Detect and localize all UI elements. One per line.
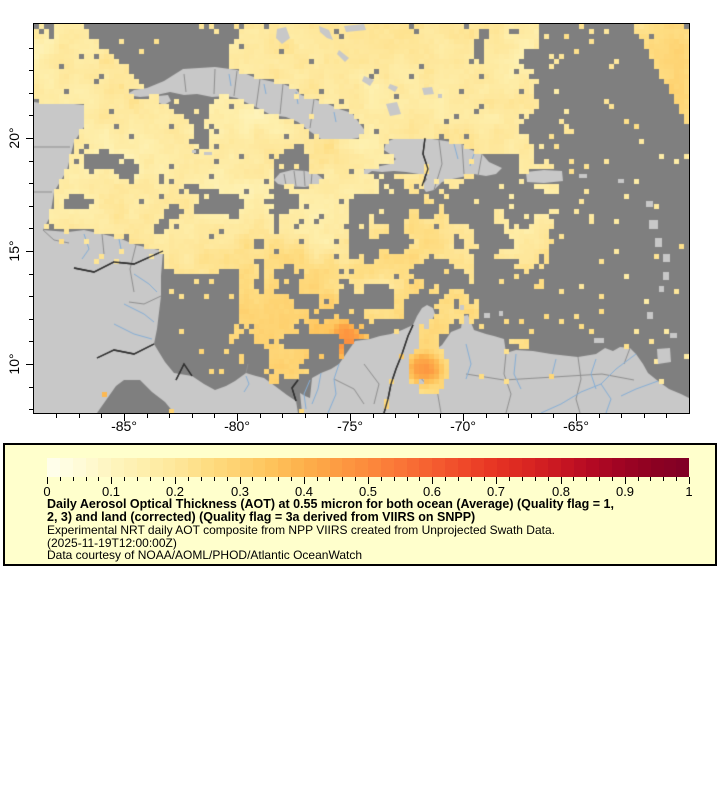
colorbar-segment <box>111 458 124 477</box>
x-axis-minor-tick <box>282 414 283 418</box>
y-axis-tick-label: 20° <box>6 127 22 149</box>
x-axis-minor-tick <box>169 414 170 418</box>
colorbar-segment <box>278 458 291 477</box>
y-axis-minor-tick <box>29 206 33 207</box>
caption-title-line2: 2, 3) and land (corrected) (Quality flag = 3a derived from VIIRS on SNPP) <box>47 510 476 524</box>
y-axis-minor-tick <box>29 387 33 388</box>
x-axis-minor-tick <box>599 414 600 418</box>
caption-timestamp: (2025-11-19T12:00:00Z) <box>47 535 177 550</box>
colorbar-minor-tick <box>676 477 677 481</box>
colorbar-tick <box>175 477 176 484</box>
x-axis-minor-tick <box>395 414 396 418</box>
y-axis-minor-tick <box>29 70 33 71</box>
colorbar-tick <box>432 477 433 484</box>
colorbar-minor-tick <box>535 477 536 481</box>
x-axis-tick-label: -80° <box>224 418 250 434</box>
x-axis-tick-label: -70° <box>450 418 476 434</box>
colorbar-segment <box>407 458 420 477</box>
colorbar-minor-tick <box>638 477 639 481</box>
colorbar-minor-tick <box>509 477 510 481</box>
y-axis-minor-tick <box>29 115 33 116</box>
caption-courtesy: Data courtesy of NOAA/AOML/PHOD/Atlantic OceanWatch <box>47 548 362 562</box>
colorbar-minor-tick <box>201 477 202 481</box>
y-axis-tick <box>26 251 33 252</box>
colorbar-tick-label: 0.4 <box>294 484 314 499</box>
legend-caption <box>47 498 692 562</box>
colorbar-segment <box>265 458 278 477</box>
colorbar-minor-tick <box>484 477 485 481</box>
colorbar-segment <box>638 458 651 477</box>
colorbar-segment <box>175 458 188 477</box>
x-axis-minor-tick <box>440 414 441 418</box>
colorbar-minor-tick <box>445 477 446 481</box>
x-axis-tick-label: -65° <box>563 418 589 434</box>
y-axis-minor-tick <box>29 409 33 410</box>
colorbar-segment <box>561 458 574 477</box>
colorbar-segment <box>509 458 522 477</box>
colorbar-segment <box>73 458 86 477</box>
colorbar-minor-tick <box>522 477 523 481</box>
x-axis-minor-tick <box>147 414 148 418</box>
x-axis-minor-tick <box>508 414 509 418</box>
colorbar-segment <box>355 458 368 477</box>
colorbar-minor-tick <box>291 477 292 481</box>
x-axis-minor-tick <box>260 414 261 418</box>
colorbar-segment <box>574 458 587 477</box>
colorbar-tick <box>368 477 369 484</box>
y-axis-minor-tick <box>29 341 33 342</box>
y-axis-minor-tick <box>29 274 33 275</box>
colorbar-segment <box>445 458 458 477</box>
colorbar-segment <box>163 458 176 477</box>
colorbar-minor-tick <box>471 477 472 481</box>
y-axis-tick <box>26 364 33 365</box>
colorbar-minor-tick <box>381 477 382 481</box>
x-axis-minor-tick <box>192 414 193 418</box>
colorbar-minor-tick <box>278 477 279 481</box>
colorbar-segment <box>368 458 381 477</box>
x-axis-minor-tick <box>418 414 419 418</box>
colorbar-segment <box>137 458 150 477</box>
x-axis-minor-tick <box>101 414 102 418</box>
colorbar-minor-tick <box>355 477 356 481</box>
colorbar-tick <box>496 477 497 484</box>
colorbar-minor-tick <box>265 477 266 481</box>
colorbar-tick-label: 1 <box>685 484 693 499</box>
colorbar-segment <box>60 458 73 477</box>
x-axis-minor-tick <box>56 414 57 418</box>
colorbar-minor-tick <box>407 477 408 481</box>
colorbar-segment <box>150 458 163 477</box>
colorbar-minor-tick <box>73 477 74 481</box>
colorbar-tick <box>111 477 112 484</box>
aot-map-canvas <box>34 24 689 413</box>
colorbar-segment <box>548 458 561 477</box>
colorbar-segment <box>651 458 664 477</box>
colorbar-segment <box>201 458 214 477</box>
colorbar-tick <box>561 477 562 484</box>
colorbar-minor-tick <box>458 477 459 481</box>
y-axis-minor-tick <box>29 296 33 297</box>
x-axis-minor-tick <box>486 414 487 418</box>
colorbar-minor-tick <box>663 477 664 481</box>
colorbar-tick <box>689 477 690 484</box>
colorbar-tick-label: 0.1 <box>101 484 121 499</box>
colorbar-minor-tick <box>163 477 164 481</box>
colorbar-minor-tick <box>86 477 87 481</box>
colorbar-segment <box>188 458 201 477</box>
caption-description: Experimental NRT daily AOT composite from NPP VIIRS created from Unprojected Swath Data. <box>47 523 555 537</box>
x-axis-minor-tick <box>373 414 374 418</box>
colorbar-segment <box>535 458 548 477</box>
colorbar-segment <box>317 458 330 477</box>
colorbar-segment <box>664 458 677 477</box>
colorbar-minor-tick <box>317 477 318 481</box>
map-frame <box>33 23 690 414</box>
y-axis-minor-tick <box>29 183 33 184</box>
colorbar-segment <box>458 458 471 477</box>
colorbar-segment <box>86 458 99 477</box>
y-axis-minor-tick <box>29 48 33 49</box>
colorbar-segment <box>625 458 638 477</box>
colorbar-minor-tick <box>419 477 420 481</box>
colorbar-segment <box>291 458 304 477</box>
colorbar-segment <box>330 458 343 477</box>
x-axis-minor-tick <box>305 414 306 418</box>
colorbar-segment <box>253 458 266 477</box>
colorbar-minor-tick <box>252 477 253 481</box>
colorbar-minor-tick <box>342 477 343 481</box>
colorbar-tick <box>625 477 626 484</box>
colorbar-segment <box>47 458 60 477</box>
colorbar-tick <box>240 477 241 484</box>
x-axis-minor-tick <box>531 414 532 418</box>
colorbar-minor-tick <box>329 477 330 481</box>
colorbar-segment <box>599 458 612 477</box>
y-axis-tick <box>26 138 33 139</box>
colorbar-segment <box>304 458 317 477</box>
colorbar-segment <box>586 458 599 477</box>
colorbar-tick-label: 0.8 <box>551 484 571 499</box>
colorbar-segment <box>124 458 137 477</box>
x-axis-minor-tick <box>79 414 80 418</box>
colorbar-minor-tick <box>599 477 600 481</box>
colorbar-segment <box>432 458 445 477</box>
colorbar-tick-label: 0.2 <box>165 484 185 499</box>
colorbar-tick-label: 0.9 <box>615 484 635 499</box>
colorbar-segment <box>227 458 240 477</box>
y-axis-minor-tick <box>29 161 33 162</box>
colorbar-segment <box>497 458 510 477</box>
colorbar-minor-tick <box>227 477 228 481</box>
colorbar-segment <box>676 458 689 477</box>
colorbar-tick-label: 0.6 <box>422 484 442 499</box>
colorbar-segment <box>522 458 535 477</box>
colorbar-segment <box>484 458 497 477</box>
colorbar-segment <box>612 458 625 477</box>
colorbar-minor-tick <box>612 477 613 481</box>
caption-title-line1: Daily Aerosol Optical Thickness (AOT) at 0.55 micron for both ocean (Average) (Quality flag = 1, <box>47 497 614 511</box>
colorbar-tick-label: 0.5 <box>358 484 378 499</box>
x-axis-minor-tick <box>327 414 328 418</box>
colorbar <box>47 458 689 477</box>
y-axis-tick-label: 15° <box>6 240 22 262</box>
colorbar-segment <box>98 458 111 477</box>
colorbar-minor-tick <box>394 477 395 481</box>
x-axis-minor-tick <box>214 414 215 418</box>
legend-panel <box>3 443 717 566</box>
y-axis-minor-tick <box>29 93 33 94</box>
x-axis-tick-label: -75° <box>337 418 363 434</box>
colorbar-minor-tick <box>548 477 549 481</box>
x-axis-minor-tick <box>621 414 622 418</box>
colorbar-minor-tick <box>214 477 215 481</box>
colorbar-tick-label: 0.7 <box>486 484 506 499</box>
y-axis-minor-tick <box>29 228 33 229</box>
colorbar-minor-tick <box>150 477 151 481</box>
colorbar-tick <box>47 477 48 484</box>
colorbar-segment <box>214 458 227 477</box>
colorbar-segment <box>471 458 484 477</box>
y-axis-tick-label: 10° <box>6 353 22 375</box>
colorbar-minor-tick <box>573 477 574 481</box>
x-axis-minor-tick <box>666 414 667 418</box>
colorbar-tick-label: 0 <box>43 484 51 499</box>
colorbar-minor-tick <box>137 477 138 481</box>
colorbar-segment <box>394 458 407 477</box>
colorbar-segment <box>240 458 253 477</box>
colorbar-tick-label: 0.3 <box>230 484 250 499</box>
colorbar-tick <box>304 477 305 484</box>
colorbar-minor-tick <box>650 477 651 481</box>
x-axis-tick-label: -85° <box>111 418 137 434</box>
colorbar-minor-tick <box>586 477 587 481</box>
colorbar-minor-tick <box>124 477 125 481</box>
y-axis-minor-tick <box>29 319 33 320</box>
x-axis-minor-tick <box>553 414 554 418</box>
colorbar-minor-tick <box>98 477 99 481</box>
colorbar-minor-tick <box>188 477 189 481</box>
colorbar-segment <box>419 458 432 477</box>
colorbar-minor-tick <box>60 477 61 481</box>
colorbar-segment <box>342 458 355 477</box>
x-axis-minor-tick <box>644 414 645 418</box>
colorbar-segment <box>381 458 394 477</box>
